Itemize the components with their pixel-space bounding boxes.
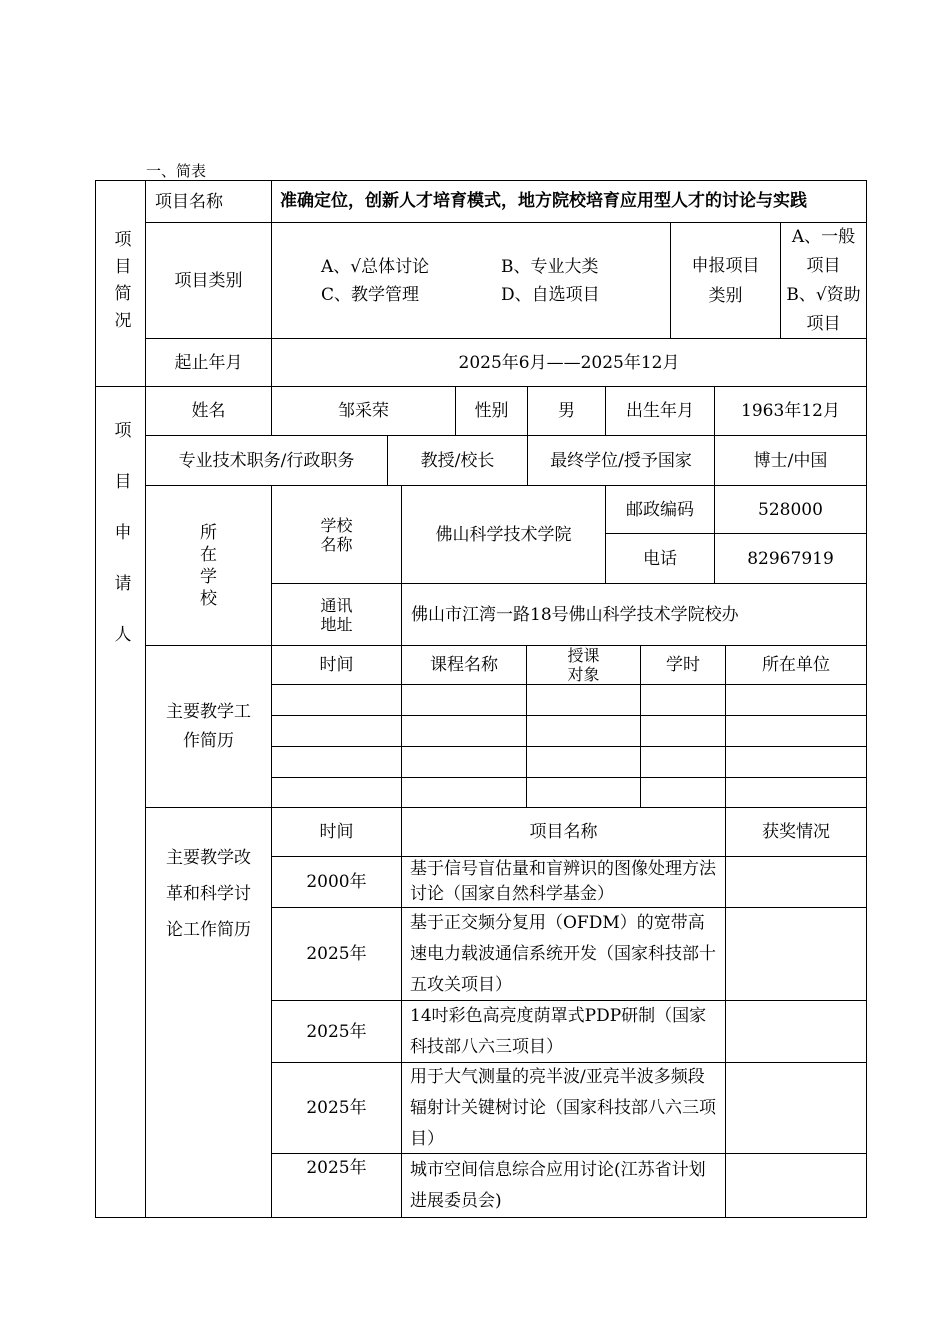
project-category-options (271, 222, 671, 339)
teaching-row-hours (640, 715, 726, 747)
research-row-time: 2025年 (271, 1000, 402, 1063)
teaching-row-unit (725, 777, 867, 808)
teaching-header-time: 时间 (271, 645, 402, 685)
teaching-row-course (401, 777, 527, 808)
research-row-time: 2000年 (271, 856, 402, 908)
research-history-label-text: 主要教学改革和科学讨论工作简历 (166, 848, 251, 940)
teaching-row-audience (526, 746, 641, 778)
applicant-section-text: 项目申请人 (110, 421, 131, 676)
school-label-text: 所在学校 (200, 522, 217, 609)
research-row-project: 用于大气测量的亮半波/亚亮半波多频段辐射计关键树讨论（国家科技部八六三项目） (401, 1062, 726, 1154)
birth-label: 出生年月 (605, 386, 715, 436)
degree-label: 最终学位/授予国家 (527, 435, 715, 486)
address-value: 佛山市江湾一路18号佛山科学技术学院校办 (401, 583, 867, 646)
teaching-row-time (271, 684, 402, 716)
teaching-row-unit (725, 715, 867, 747)
teaching-header-audience (526, 645, 641, 685)
gender-label: 性别 (455, 386, 528, 436)
teaching-row-time (271, 746, 402, 778)
applicant-section-label (95, 386, 146, 1218)
teaching-row-course (401, 746, 527, 778)
apply-category-options (780, 222, 867, 339)
address-label (271, 583, 402, 646)
period-label: 起止年月 (145, 338, 272, 387)
phone-label: 电话 (605, 533, 715, 584)
research-row-time: 2025年 (271, 907, 402, 1001)
teaching-history-label-text: 主要教学工作简历 (166, 701, 251, 751)
phone-value: 82967919 (714, 533, 867, 584)
gender-value: 男 (527, 386, 606, 436)
project-name-label: 项目名称 (145, 180, 272, 223)
research-row-project: 基于正交频分复用（OFDM）的宽带高速电力载波通信系统开发（国家科技部十五攻关项目） (401, 907, 726, 1001)
category-option-b: B、专业大类 (501, 256, 599, 277)
category-option-c: C、教学管理 (321, 284, 420, 305)
teaching-row-course (401, 715, 527, 747)
research-header-time: 时间 (271, 807, 402, 857)
teaching-row-hours (640, 684, 726, 716)
research-row-award (725, 1153, 867, 1218)
category-option-a: A、√总体讨论 (321, 256, 430, 277)
teaching-header-course: 课程名称 (401, 645, 527, 685)
teaching-row-time (271, 777, 402, 808)
degree-value: 博士/中国 (714, 435, 867, 486)
teaching-row-unit (725, 746, 867, 778)
school-name-value: 佛山科学技术学院 (401, 485, 606, 584)
title-label: 专业技术职务/行政职务 (145, 435, 388, 486)
teaching-row-hours (640, 777, 726, 808)
teaching-row-audience (526, 684, 641, 716)
teaching-row-hours (640, 746, 726, 778)
research-header-award: 获奖情况 (725, 807, 867, 857)
school-name-label (271, 485, 402, 584)
school-name-label-text: 学校名称 (320, 515, 353, 554)
research-row-award (725, 907, 867, 1001)
teaching-row-unit (725, 684, 867, 716)
apply-category-label (670, 222, 781, 339)
research-row-project: 基于信号盲估量和盲辨识的图像处理方法讨论（国家自然科学基金） (401, 856, 726, 908)
teaching-header-hours: 学时 (640, 645, 726, 685)
teaching-header-audience-text: 授课对象 (567, 646, 600, 684)
research-row-award (725, 856, 867, 908)
research-row-time: 2025年 (271, 1153, 402, 1218)
postcode-value: 528000 (714, 485, 867, 534)
apply-option-a: A、一般项目 (791, 226, 856, 276)
research-row-award (725, 1062, 867, 1154)
teaching-row-course (401, 684, 527, 716)
project-name-value: 准确定位，创新人才培育模式，地方院校培育应用型人才的讨论与实践 (271, 180, 867, 223)
period-value: 2025年6月——2025年12月 (271, 338, 867, 387)
research-row-time: 2025年 (271, 1062, 402, 1154)
teaching-header-unit: 所在单位 (725, 645, 867, 685)
school-label (145, 485, 272, 646)
teaching-row-time (271, 715, 402, 747)
research-row-project: 城市空间信息综合应用讨论(江苏省计划进展委员会) (401, 1153, 726, 1218)
apply-category-label-text: 申报项目类别 (691, 255, 760, 306)
teaching-row-audience (526, 715, 641, 747)
project-category-label: 项目类别 (145, 222, 272, 339)
research-row-project: 14吋彩色高亮度荫罩式PDP研制（国家科技部八六三项目） (401, 1000, 726, 1063)
research-history-label (145, 807, 272, 1218)
applicant-name-value: 邹采荣 (271, 386, 456, 436)
teaching-history-label (145, 645, 272, 808)
applicant-name-label: 姓名 (145, 386, 272, 436)
brief-section-text: 项目简况 (110, 229, 131, 338)
postcode-label: 邮政编码 (605, 485, 715, 534)
apply-option-b: B、√资助项目 (786, 284, 861, 334)
birth-value: 1963年12月 (714, 386, 867, 436)
section-heading: 一、简表 (146, 162, 207, 180)
research-header-project: 项目名称 (401, 807, 726, 857)
research-row-award (725, 1000, 867, 1063)
title-value: 教授/校长 (387, 435, 528, 486)
category-option-d: D、自选项目 (501, 284, 600, 305)
teaching-row-audience (526, 777, 641, 808)
address-label-text: 通讯地址 (320, 595, 353, 634)
brief-section-label (95, 180, 146, 387)
